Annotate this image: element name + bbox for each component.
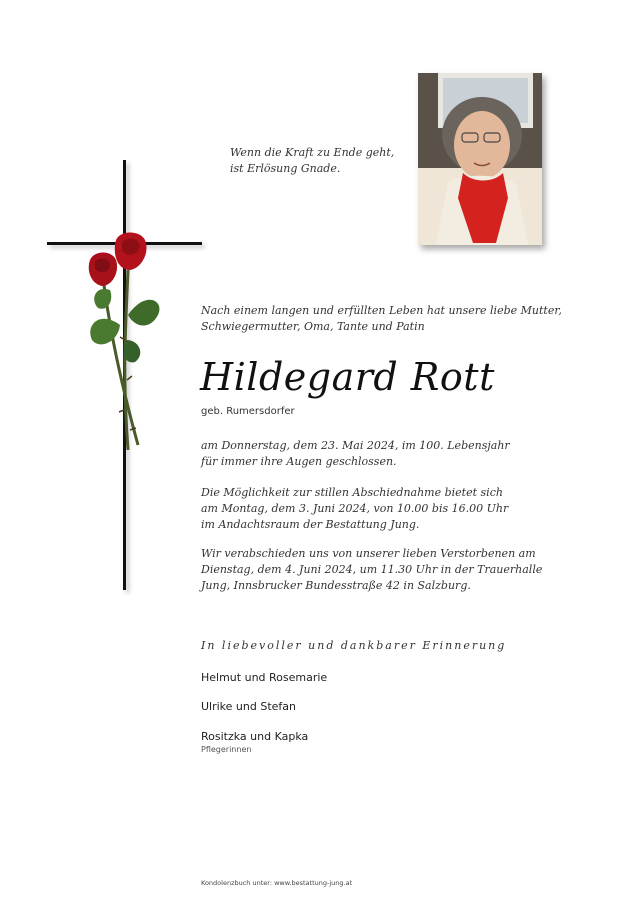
funeral-line: Jung, Innsbrucker Bundesstraße 42 in Salzburg. <box>201 579 471 592</box>
memory-line: In liebevoller und dankbarer Erinnerung <box>201 639 507 652</box>
birth-name: geb. Rumersdorfer <box>201 406 295 417</box>
death-notice <box>201 438 601 470</box>
mourner-name: Ulrike und Stefan <box>201 700 296 713</box>
mourner-name: Helmut und Rosemarie <box>201 671 328 684</box>
mourner-note: Pflegerinnen <box>201 745 252 754</box>
condolence-link[interactable]: Kondolenzbuch unter: www.bestattung-jung.at <box>201 879 353 887</box>
mourner-name: Rositzka und Kapka <box>201 730 309 743</box>
death-notice-line: am Donnerstag, dem 23. Mai 2024, im 100. Lebensjahr <box>201 439 510 452</box>
farewell-info <box>201 485 601 533</box>
funeral-info <box>201 546 601 594</box>
intro-line: Nach einem langen und erfüllten Leben hat unsere liebe Mutter, <box>201 304 562 317</box>
quote-line: ist Erlösung Gnade. <box>230 162 341 175</box>
farewell-line: am Montag, dem 3. Juni 2024, von 10.00 bis 16.00 Uhr <box>201 502 509 515</box>
farewell-line: Die Möglichkeit zur stillen Abschiednahme bietet sich <box>201 486 503 499</box>
intro-text <box>201 303 601 335</box>
death-notice-line: für immer ihre Augen geschlossen. <box>201 455 397 468</box>
funeral-line: Dienstag, dem 4. Juni 2024, um 11.30 Uhr in der Trauerhalle <box>201 563 543 576</box>
quote-line: Wenn die Kraft zu Ende geht, <box>230 146 395 159</box>
intro-line: Schwiegermutter, Oma, Tante und Patin <box>201 320 425 333</box>
memorial-quote <box>230 145 394 177</box>
roses-icon <box>80 230 170 460</box>
portrait-photo <box>418 73 542 245</box>
funeral-line: Wir verabschieden uns von unserer lieben Verstorbenen am <box>201 547 536 560</box>
deceased-name: Hildegard Rott <box>200 355 495 399</box>
farewell-line: im Andachtsraum der Bestattung Jung. <box>201 518 420 531</box>
